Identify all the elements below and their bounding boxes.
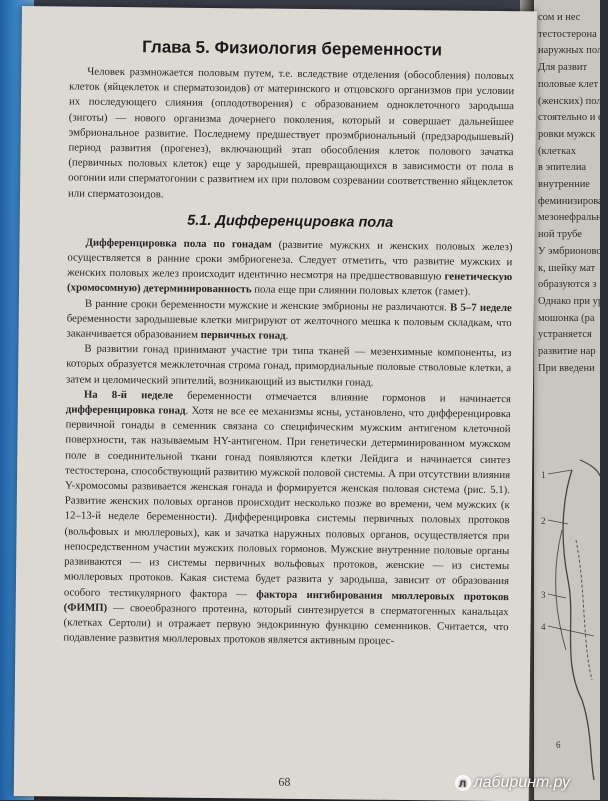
facing-line: ровки мужск xyxy=(538,128,596,140)
watermark xyxy=(455,774,570,792)
paragraph-4 xyxy=(63,387,511,650)
facing-line: сом и нес xyxy=(538,12,581,23)
facing-line: наружных поло xyxy=(538,45,608,57)
facing-page-text xyxy=(532,10,608,377)
bold-term: первичных гонад xyxy=(200,328,286,342)
section-title: 5.1. Дифференцировка пола xyxy=(187,212,394,231)
bold-term: генетическую (хромосомную) детерминированность xyxy=(66,270,513,296)
facing-line: (клетках xyxy=(538,145,576,157)
paragraph-text: беременности отмечается влияние гормонов и начинается xyxy=(173,389,511,406)
facing-line: устраняется xyxy=(538,329,592,341)
bold-term: В 5–7 неделе xyxy=(449,301,512,314)
facing-line: мезонефральн xyxy=(538,212,602,224)
book-page xyxy=(14,6,537,801)
anatomy-figure xyxy=(532,440,600,780)
paragraph-text: беременности зародышевые клетки мигрируют от желточного мешка к половым складкам, что заканчивается образованием xyxy=(66,312,512,341)
figure-label: 1 xyxy=(541,470,546,480)
facing-page xyxy=(532,0,608,800)
facing-line: половые клет xyxy=(538,78,599,90)
facing-line: тестостерона xyxy=(538,28,597,40)
paragraph-3: В развитии гонад принимают участие три типа тканей — мезенхимные компоненты, из которых образуется межклеточная строма гонад, примордиальные половые стволовые клетки, а затем и целомический эпителий, возникающий из выстилки гонад. xyxy=(66,342,512,389)
paragraph-1 xyxy=(67,235,513,300)
bold-term: фактора ингибирования мюллеровых протоков (ФИМП) xyxy=(63,587,509,614)
facing-line: к, шейку мат xyxy=(538,262,596,274)
bold-term: дифференцировка гонад xyxy=(65,403,186,417)
facing-line: ной трубе xyxy=(538,229,582,241)
facing-line: образуются з xyxy=(538,279,597,291)
facing-line: При введени xyxy=(538,362,595,374)
facing-line: феминизирова xyxy=(538,195,603,207)
page-content xyxy=(63,25,515,789)
paragraph-text: . xyxy=(285,329,289,342)
paragraph-text: . Хотя не все ее механизмы ясны, установлено, что дифференцировка первичной гонады в семенник связана со специфическим мужским антигеном клеточной поверхности, так называемым HY-антигеном. При генетически детерминированном мужском поле в соединительной ткани гонад появляются клетки Лейдига и начинается синтез тестостерона, способствующий развитию мужской половой системы. А при отсутствии влияния Y-хромосомы развивается женская гонада и формируется женская половая система (рис. 5.1). Развитие женских половых органов происходит несколько позже во времени, чем мужских (к 12–13-й неделе беременности). Дифференцировка системы первичных половых протоков (вольфовых и мюллеровых), как и зачатка наружных половых органов, осуществляется при непосредственном участии мужских половых гормонов. Мужские внутренние половые органы развиваются — из системы первичных вольфовых протоков, женские — из системы мюллеровых протоков. Какая система будет развита у зародыша, зависит от образования особого тестикулярного фактора — xyxy=(63,404,511,600)
paragraph-text: пола еще при слиянии половых клеток (гамет). xyxy=(251,283,471,299)
watermark-text: лабиринт.ру xyxy=(473,774,570,791)
intro-paragraph: Человек размножается половым путем, т.е. вследствие отделения (обособления) половых клеток (яйцеклеток и сперматозоидов) от материнского и отцовского организмов при условии их последующего слияния (оплодотворения) с образованием одноклеточного зародыша (зиготы) — нового организма дочернего поколения, который и совершает дальнейшее эмбриональное развитие. Последнему предшествует проэмбриональный (предзародышевый) период развития (прогенез), включающий этап обособления клеток полового зачатка (первичных половых клеток) еще у зародышей, превращающихся в зависимости от пола в оогонии или сперматогонии с развитием их при половом созревании соответственно яйцеклеток или сперматозоидов. xyxy=(67,65,515,201)
chapter-title: Глава 5. Физиология беременности xyxy=(142,37,443,60)
facing-line: Для развит xyxy=(538,62,588,74)
figure-label: 2 xyxy=(541,516,546,526)
facing-line: Однако при уро xyxy=(538,295,608,307)
facing-line: У эмбрионово xyxy=(538,245,602,257)
labirint-logo-icon: л xyxy=(455,775,471,791)
facing-line: (женских) поло xyxy=(538,95,607,107)
facing-line: развитие нар xyxy=(538,346,596,358)
paragraph-text: (развитие мужских и женских половых желез) осуществляется в ранние сроки эмбриогенеза. Следует отметить, что развитие мужских и женских половых желез происходит идентично несмотря на предшествовавшую xyxy=(67,238,513,283)
figure-label: 4 xyxy=(541,622,546,632)
paragraph-text: — своеобразного протеина, который синтезируется в сперматогенных канальцах (клетках Сертоли) и отражает первую эндокринную функцию семенников. Считается, что подавление развития мюллеровых протоков является активным процес- xyxy=(63,601,509,648)
paragraph-text: В ранние сроки беременности мужские и женские эмбрионы не различаются. xyxy=(84,297,451,314)
bold-term: На 8-й неделе xyxy=(83,388,174,402)
page-number: 68 xyxy=(278,774,291,789)
bold-term: Дифференцировка пола по гонадам xyxy=(85,236,272,251)
facing-line: мошонка (ра xyxy=(538,312,595,324)
paragraph-2 xyxy=(66,296,511,346)
facing-line: внутренние xyxy=(538,179,590,191)
figure-label: 3 xyxy=(541,590,546,600)
facing-line: в эпителиа xyxy=(538,162,587,174)
figure-label: 6 xyxy=(556,740,561,750)
facing-line: стоятельно и с xyxy=(538,112,603,124)
